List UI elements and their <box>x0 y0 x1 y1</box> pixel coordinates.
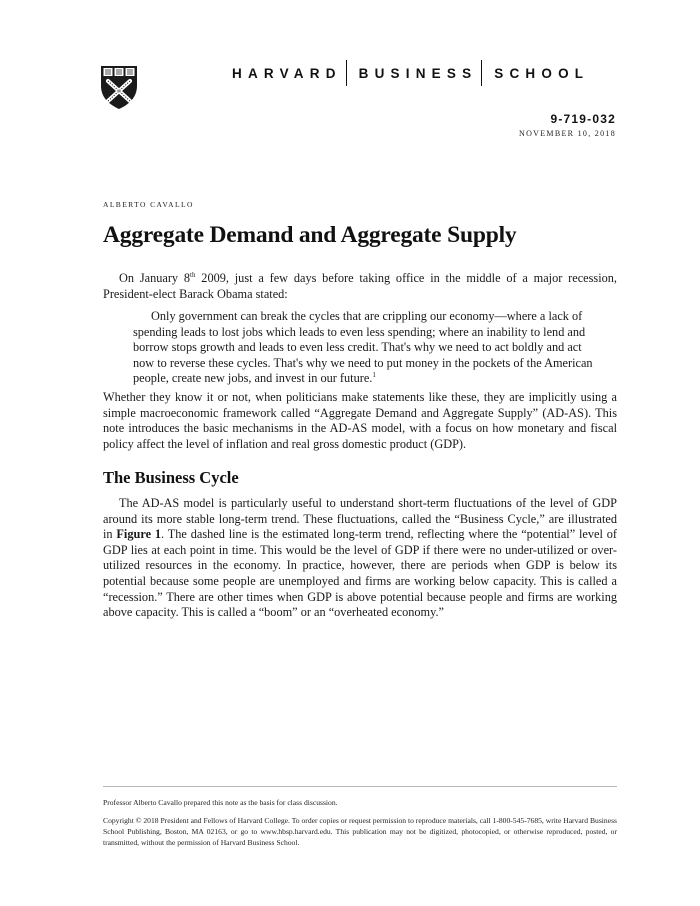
preparation-note: Professor Alberto Cavallo prepared this note as the basis for class discussion. <box>103 798 338 807</box>
masthead-word-1: HARVARD <box>232 65 342 81</box>
masthead-word-2: BUSINESS <box>358 65 478 81</box>
copyright-notice: Copyright © 2018 President and Fellows of Harvard College. To order copies or request permission to reproduce materials, call 1-800-545-7685, write Harvard Business School Publishing, Boston, MA 02163, or go to www.hbsp.harvard.edu. This publication may not be digitized, photocopied, or otherwise reproduced, posted, or transmitted, without the permission of Harvard Business School. <box>103 816 617 847</box>
masthead-divider <box>481 60 482 86</box>
figure-reference: Figure 1 <box>116 527 162 542</box>
business-cycle-paragraph: The AD-AS model is particularly useful to understand short-term fluctuations of the level of GDP around its more stable long-term trend. These fluctuations, called the “Business Cycle,” are illustrated in Figure 1. The dashed line is the estimated long-term trend, reflecting where the “potential” level of GDP lies at each point in time. This would be the level of GDP if there were no under-utilized or over-utilized resources in the economy. In practice, however, there are periods when GDP is below its potential because some people are unemployed and firms are working below capacity. This is called a “recession.” There are other times when GDP is above potential because people and firms are working above capacity. This is called a “boom” or an “overheated economy.” <box>103 496 618 620</box>
author-name: ALBERTO CAVALLO <box>103 200 194 209</box>
intro-paragraph: On January 8th 2009, just a few days before taking office in the middle of a major recession, President-elect Barack Obama stated: <box>103 270 617 301</box>
masthead-divider <box>346 60 347 86</box>
obama-quote: Only government can break the cycles that are crippling our economy—where a lack of spending leads to lost jobs which leads to even less spending; where an inability to lend and borrow stops growth and leads to even less credit. That's why we need to act boldly and act now to reverse these cycles. That's why we need to put money in the pockets of the American people, create new jobs, and invest in our future.$^1$ <box>133 309 593 386</box>
section-heading: The Business Cycle <box>103 468 239 487</box>
masthead-word-3: SCHOOL <box>494 65 590 81</box>
document-number: 9-719-032 <box>550 112 616 126</box>
ordinal-superscript: th <box>190 270 196 279</box>
footnote-reference: 1 <box>372 371 376 380</box>
harvard-shield-icon <box>100 64 138 110</box>
footnote-divider <box>103 786 617 787</box>
document-date: NOVEMBER 10, 2018 <box>519 129 616 138</box>
page-title: Aggregate Demand and Aggregate Supply <box>103 222 517 248</box>
framework-paragraph: Whether they know it or not, when politicians make statements like these, they are implicitly using a simple macroeconomic framework called “Aggregate Demand and Aggregate Supply” (AD-AS). This note introduces the basic mechanisms in the AD-AS model, with a focus on how monetary and fiscal policy affect the level of inflation and real gross domestic product (GDP). <box>103 390 617 451</box>
masthead <box>232 62 589 84</box>
